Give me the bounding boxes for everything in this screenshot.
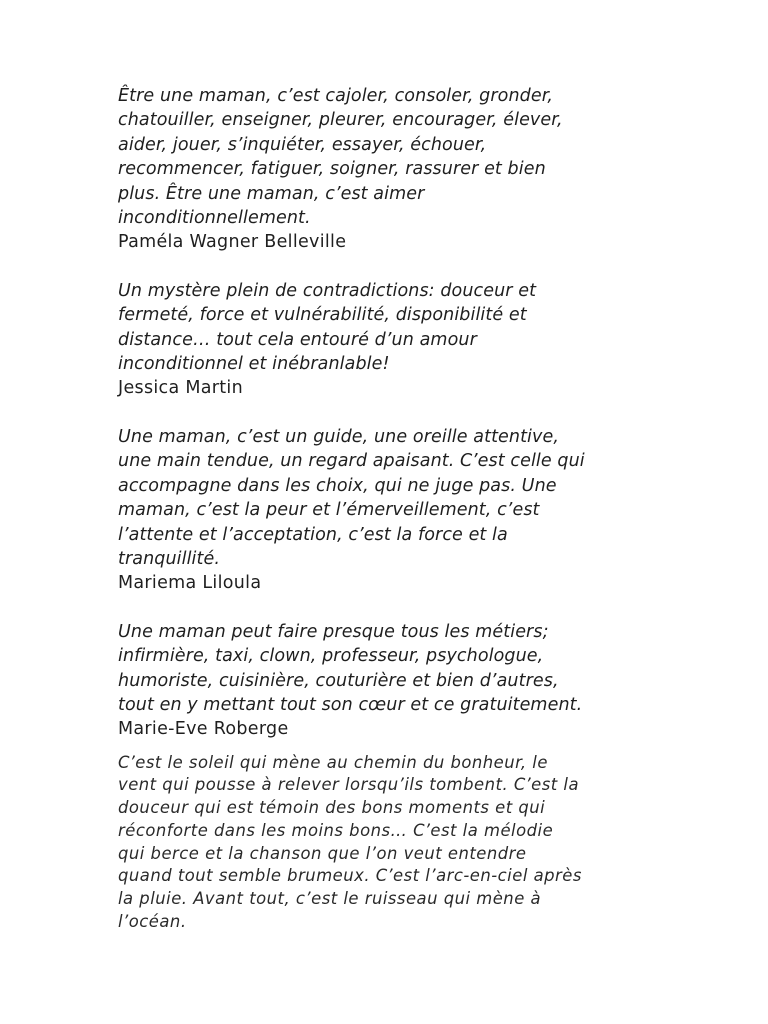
quote-line: douceur qui est témoin des bons moments et qui	[118, 798, 546, 818]
quote-line: réconforte dans les moins bons… C’est la mélodie	[118, 820, 554, 840]
quote-line: l’océan.	[118, 911, 187, 931]
quote-line: tout en y mettant tout son cœur et ce gratuitement.	[118, 694, 583, 715]
quote-line: C’est le soleil qui mène au chemin du bonheur, le	[118, 752, 548, 772]
document-page	[118, 84, 648, 933]
quote-author: Marie-Eve Roberge	[118, 719, 289, 740]
quote-line: accompagne dans les choix, qui ne juge pas. Une	[118, 475, 557, 496]
quote-text	[118, 279, 648, 377]
quote-line: recommencer, fatiguer, soigner, rassurer et bien	[118, 159, 546, 180]
quote-line: inconditionnellement.	[118, 208, 311, 229]
quote-line: Un mystère plein de contradictions: douceur et	[118, 280, 537, 301]
quote-line: maman, c’est la peur et l’émerveillement, c’est	[118, 500, 540, 521]
quote-line: distance… tout cela entouré d’un amour	[118, 329, 477, 350]
quote-line: plus. Être une maman, c’est aimer	[118, 183, 425, 204]
quote-line: l’attente et l’acceptation, c’est la force et la	[118, 524, 508, 545]
quote-line: fermeté, force et vulnérabilité, disponibilité et	[118, 305, 527, 326]
quote-line: vent qui pousse à relever lorsqu’ils tombent. C’est la	[118, 775, 580, 795]
quote-block-3	[118, 425, 648, 596]
quote-text	[118, 752, 648, 934]
quote-line: chatouiller, enseigner, pleurer, encourager, élever,	[118, 110, 563, 131]
quote-line: qui berce et la chanson que l’on veut entendre	[118, 843, 527, 863]
quote-line: Être une maman, c’est cajoler, consoler, gronder,	[118, 86, 554, 106]
quote-block-1	[118, 84, 648, 255]
quote-block-4	[118, 620, 648, 742]
quote-line: quand tout semble brumeux. C’est l’arc-en-ciel après	[118, 866, 582, 886]
quote-text	[118, 84, 648, 230]
quote-author: Paméla Wagner Belleville	[118, 232, 347, 253]
quote-line: tranquillité.	[118, 548, 221, 569]
quote-line: inconditionnel et inébranlable!	[118, 354, 390, 375]
quote-line: aider, jouer, s’inquiéter, essayer, échouer,	[118, 134, 487, 155]
quote-line: humoriste, cuisinière, couturière et bien d’autres,	[118, 670, 559, 691]
quote-line: infirmière, taxi, clown, professeur, psychologue,	[118, 646, 544, 667]
quote-text	[118, 620, 648, 718]
quote-block-2	[118, 279, 648, 401]
quote-author: Mariema Liloula	[118, 573, 262, 594]
quote-line: Une maman, c’est un guide, une oreille attentive,	[118, 426, 559, 447]
quote-author: Jessica Martin	[118, 378, 243, 399]
quote-line: une main tendue, un regard apaisant. C’est celle qui	[118, 451, 585, 472]
quote-line: la pluie. Avant tout, c’est le ruisseau qui mène à	[118, 888, 542, 908]
quote-block-5	[118, 752, 648, 934]
quote-line: Une maman peut faire presque tous les métiers;	[118, 621, 549, 642]
quote-text	[118, 425, 648, 571]
